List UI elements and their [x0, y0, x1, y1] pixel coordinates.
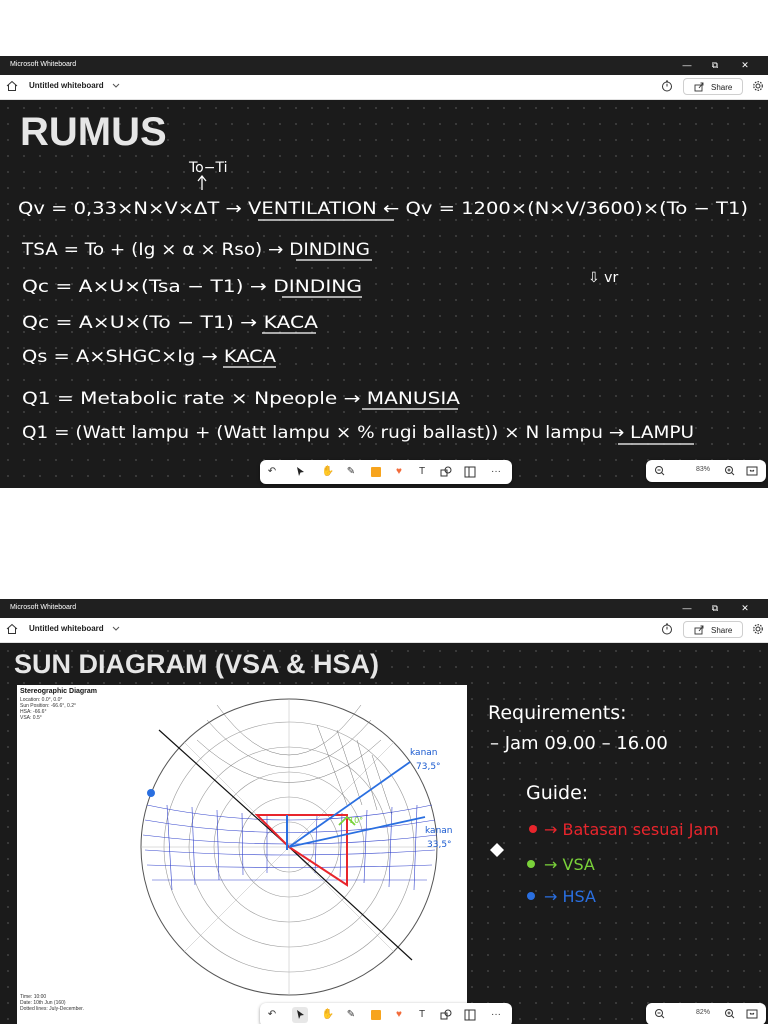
close-button[interactable]: ✕: [741, 60, 749, 70]
zoom-out-icon[interactable]: [652, 463, 668, 479]
guide-item-blue: → HSA: [544, 887, 596, 906]
board-name[interactable]: Untitled whiteboard: [29, 81, 104, 90]
select-pointer-icon[interactable]: [292, 464, 308, 480]
diagram-info-vsa: VSA: 0.5°: [20, 715, 42, 721]
zoom-out-icon[interactable]: [652, 1006, 668, 1022]
creation-toolbar: [260, 460, 512, 484]
text-icon[interactable]: T: [418, 1009, 426, 1020]
diagram-info-sun-position: Sun Position: -66.6°, 0.2°: [20, 703, 76, 709]
equation-ventilation: Qv = 0,33×N×V×ΔT → VENTILATION ← Qv = 1200×(N×V/3600)×(To − T1): [18, 199, 749, 219]
timer-icon[interactable]: [661, 623, 673, 635]
templates-icon[interactable]: [462, 464, 478, 480]
whiteboard-canvas[interactable]: [0, 100, 768, 488]
guide-item-red: → Batasan sesuai Jam: [544, 820, 719, 839]
restore-button[interactable]: ⧉: [711, 60, 719, 70]
pan-hand-icon[interactable]: ✋: [321, 1009, 335, 1020]
share-label: Share: [711, 626, 733, 635]
minimize-button[interactable]: —: [682, 603, 692, 613]
zoom-controls: [646, 1003, 766, 1024]
creation-toolbar: [260, 1003, 512, 1024]
title-bar: [0, 599, 768, 618]
chevron-down-icon[interactable]: [112, 626, 120, 632]
pen-icon[interactable]: ✎: [346, 466, 356, 477]
guide-green-dot: [527, 860, 535, 868]
whiteboard-canvas[interactable]: [0, 643, 768, 1024]
vsa-angle-label: 10°: [349, 816, 364, 825]
text-icon[interactable]: T: [418, 466, 426, 477]
diagram-footer-time: Time: 10:00: [20, 994, 47, 1000]
diagram-footer-dotted: Dotted lines: July-December.: [20, 1006, 84, 1012]
reactions-heart-icon[interactable]: ♥: [396, 466, 402, 477]
sticky-note-icon[interactable]: [368, 464, 384, 480]
diagram-info-location: Location: 0.0°, 0.0°: [20, 697, 63, 703]
annotation-angle-upper: 73,5°: [416, 762, 441, 772]
share-button[interactable]: [683, 621, 743, 638]
title-bar: [0, 56, 768, 75]
annotation-kanan-lower: kanan: [425, 826, 453, 836]
shapes-icon[interactable]: [438, 464, 454, 480]
diagram-title: Stereographic Diagram: [20, 688, 98, 695]
zoom-in-icon[interactable]: [722, 1006, 738, 1022]
app-title: Microsoft Whiteboard: [10, 61, 77, 68]
more-icon[interactable]: ···: [491, 466, 501, 477]
more-icon[interactable]: ···: [491, 1009, 501, 1020]
shapes-icon[interactable]: [438, 1007, 454, 1023]
share-label: Share: [711, 83, 733, 92]
settings-gear-icon[interactable]: [752, 623, 764, 635]
home-icon[interactable]: [6, 623, 18, 635]
note-to-ti: To−Ti: [189, 160, 228, 176]
pan-hand-icon[interactable]: ✋: [321, 466, 335, 477]
equation-qs-kaca: Qs = A×SHGC×Ig → KACA: [22, 347, 277, 367]
equation-manusia: Q1 = Metabolic rate × Npeople → MANUSIA: [22, 389, 461, 409]
chevron-down-icon[interactable]: [112, 83, 120, 89]
handwritten-formulas: [0, 100, 768, 488]
select-pointer-icon[interactable]: [292, 1007, 308, 1023]
share-icon: [694, 82, 704, 92]
equation-qc-kaca: Qc = A×U×(To − T1) → KACA: [22, 313, 319, 333]
equation-qc-dinding: Qc = A×U×(Tsa − T1) → DINDING: [22, 277, 362, 297]
equation-tsa: TSA = To + (Ig × α × Rso) → DINDING: [20, 240, 371, 260]
fit-screen-icon[interactable]: [744, 463, 760, 479]
up-arrow: [198, 176, 206, 190]
requirements-item: – Jam 09.00 – 16.00: [490, 733, 668, 754]
restore-button[interactable]: ⧉: [711, 603, 719, 613]
settings-gear-icon[interactable]: [752, 80, 764, 92]
equation-vr-note: ⇩ vr: [588, 270, 619, 286]
guide-title: Guide:: [526, 782, 589, 804]
requirements-title: Requirements:: [488, 702, 627, 724]
guide-item-green: → VSA: [544, 855, 595, 874]
share-button[interactable]: [683, 78, 743, 95]
close-button[interactable]: ✕: [741, 603, 749, 613]
app-bar: [0, 75, 768, 100]
zoom-level: 82%: [695, 1009, 710, 1016]
board-heading: RUMUS: [20, 110, 167, 154]
undo-icon[interactable]: ↶: [267, 1009, 277, 1020]
timer-icon[interactable]: [661, 80, 673, 92]
minimize-button[interactable]: —: [682, 60, 692, 70]
handwritten-notes: [0, 643, 768, 1024]
share-icon: [694, 625, 704, 635]
zoom-in-icon[interactable]: [722, 463, 738, 479]
reactions-heart-icon[interactable]: ♥: [396, 1009, 402, 1020]
board-name[interactable]: Untitled whiteboard: [29, 624, 104, 633]
home-icon[interactable]: [6, 80, 18, 92]
board-heading: SUN DIAGRAM (VSA & HSA): [14, 649, 380, 679]
whiteboard-window-1: [0, 56, 768, 488]
diamond-shape: [490, 843, 504, 857]
diagram-info-hsa: HSA: -66.6°: [20, 709, 47, 715]
fit-screen-icon[interactable]: [744, 1006, 760, 1022]
pen-icon[interactable]: ✎: [346, 1009, 356, 1020]
app-bar: [0, 618, 768, 643]
guide-blue-dot: [527, 892, 535, 900]
annotation-angle-lower: 33,5°: [427, 840, 452, 850]
guide-red-dot: [529, 825, 537, 833]
sticky-note-icon[interactable]: [368, 1007, 384, 1023]
diagram-footer-date: Date: 10th Jun (160): [20, 1000, 66, 1006]
equation-lampu: Q1 = (Watt lampu + (Watt lampu × % rugi ballast)) × N lampu → LAMPU: [22, 423, 694, 443]
whiteboard-window-2: [0, 599, 768, 1024]
zoom-level: 83%: [695, 466, 710, 473]
annotation-kanan-upper: kanan: [410, 748, 438, 758]
zoom-controls: [646, 460, 766, 482]
templates-icon[interactable]: [462, 1007, 478, 1023]
app-title: Microsoft Whiteboard: [10, 604, 77, 611]
undo-icon[interactable]: ↶: [267, 466, 277, 477]
